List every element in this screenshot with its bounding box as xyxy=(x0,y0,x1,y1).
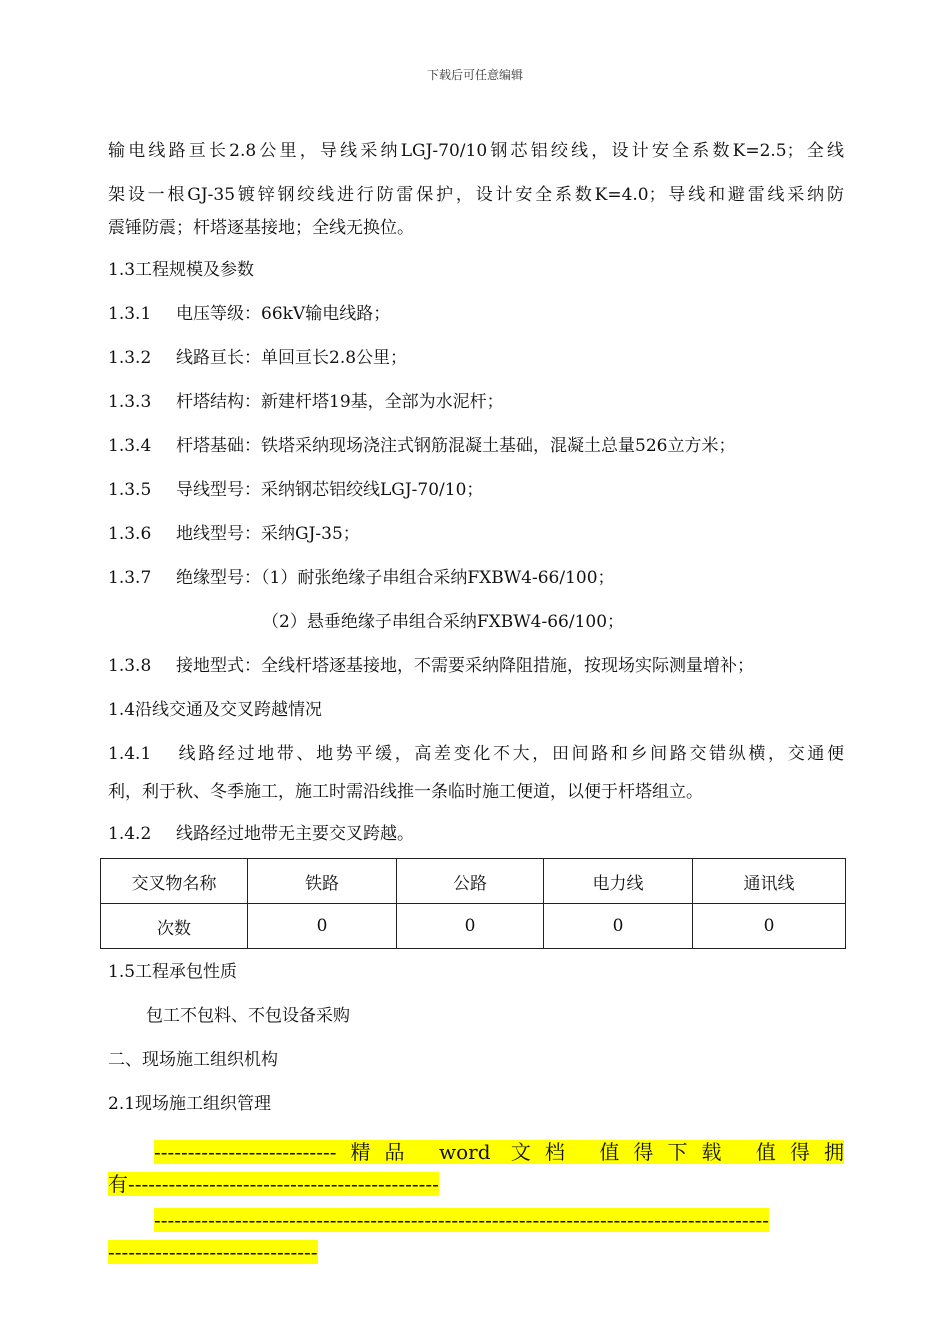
item-number: 1.3.7 xyxy=(108,568,152,588)
crossing-table xyxy=(100,858,846,949)
item-text: 电压等级：66kV输电线路； xyxy=(176,304,391,324)
item-text: 线路亘长：单回亘长2.8公里； xyxy=(176,348,408,368)
item-text: 导线型号：采纳钢芯铝绞线LGJ-70/10； xyxy=(176,480,484,500)
intro-line-3: 震锤防震；杆塔逐基接地；全线无换位。 xyxy=(108,218,414,238)
list-item xyxy=(108,428,844,464)
list-item xyxy=(108,560,844,596)
table-header-cell: 公路 xyxy=(397,859,544,904)
item-text: 杆塔基础：铁塔采纳现场浇注式钢筋混凝土基础，混凝土总量526立方米； xyxy=(176,436,736,456)
item-number: 1.3.8 xyxy=(108,656,152,676)
intro-line-2: 架设一根GJ-35镀锌钢绞线进行防雷保护，设计安全系数K=4.0；导线和避雷线采纳防 xyxy=(108,185,844,205)
list-item xyxy=(108,472,844,508)
item-number: 1.3.5 xyxy=(108,480,152,500)
intro-line-1: 输电线路亘长2.8公里，导线采纳LGJ-70/10钢芯铝绞线，设计安全系数K=2.5；全线 xyxy=(108,141,844,161)
list-item-continuation: （2）悬垂绝缘子串组合采纳FXBW4-66/100； xyxy=(262,612,625,632)
table-cell: 0 xyxy=(397,904,544,949)
table-cell: 0 xyxy=(544,904,693,949)
table-header-cell: 电力线 xyxy=(544,859,693,904)
promo-line-3: ------------------------------------------------------------------------------------------- xyxy=(154,1208,769,1232)
promo-line-1: ---------------------------精品 word 文档 值得下载 值得拥 xyxy=(154,1140,844,1164)
item-text: 接地型式：全线杆塔逐基接地，不需要采纳降阻措施，按现场实际测量增补； xyxy=(176,656,754,676)
item-number: 1.3.3 xyxy=(108,392,152,412)
item-number: 1.3.6 xyxy=(108,524,152,544)
contract-text: 包工不包料、不包设备采购 xyxy=(146,1006,350,1026)
item-text: 地线型号：采纳GJ-35； xyxy=(176,524,360,544)
section-heading-1-5: 1.5工程承包性质 xyxy=(108,962,238,982)
section-heading-2-1: 2.1现场施工组织管理 xyxy=(108,1094,272,1114)
section-heading-1-4: 1.4沿线交通及交叉跨越情况 xyxy=(108,700,323,720)
list-item xyxy=(108,384,844,420)
list-item xyxy=(108,340,844,376)
table-header-cell: 铁路 xyxy=(248,859,397,904)
item-text: 绝缘型号：（1）耐张绝缘子串组合采纳FXBW4-66/100； xyxy=(176,568,615,588)
table-header-cell: 通讯线 xyxy=(693,859,846,904)
promo-dashes xyxy=(108,1204,844,1268)
table-cell: 0 xyxy=(693,904,846,949)
item-number: 1.3.2 xyxy=(108,348,152,368)
list-item xyxy=(108,296,844,332)
table-cell: 0 xyxy=(248,904,397,949)
table-header-cell: 交叉物名称 xyxy=(101,859,248,904)
list-item xyxy=(108,816,844,852)
page-header: 下载后可任意编辑 xyxy=(426,68,523,82)
promo-line-2: 有---------------------------------------------- xyxy=(108,1172,439,1196)
table-row xyxy=(101,904,846,949)
section-heading-2: 二、现场施工组织机构 xyxy=(108,1050,278,1070)
promo-banner xyxy=(108,1136,844,1200)
item-text: 线路经过地带、地势平缓，高差变化不大，田间路和乡间路交错纵横，交通便 xyxy=(176,744,844,764)
item-number: 1.3.1 xyxy=(108,304,152,324)
item-number: 1.3.4 xyxy=(108,436,152,456)
item-number: 1.4.2 xyxy=(108,824,152,844)
list-item xyxy=(108,516,844,552)
item-text: 杆塔结构：新建杆塔19基，全部为水泥杆； xyxy=(176,392,504,412)
table-cell: 次数 xyxy=(101,904,248,949)
table-header-row xyxy=(101,859,846,904)
item-number: 1.4.1 xyxy=(108,744,152,764)
item-text: 线路经过地带无主要交叉跨越。 xyxy=(176,824,414,844)
paragraph-1-4-1-line-2: 利，利于秋、冬季施工，施工时需沿线推一条临时施工便道，以便于杆塔组立。 xyxy=(108,782,703,802)
paragraph-1-4-1-line-1 xyxy=(108,736,844,772)
list-item xyxy=(108,648,844,684)
promo-line-4: ------------------------------- xyxy=(108,1240,318,1264)
section-heading-1-3: 1.3工程规模及参数 xyxy=(108,260,255,280)
